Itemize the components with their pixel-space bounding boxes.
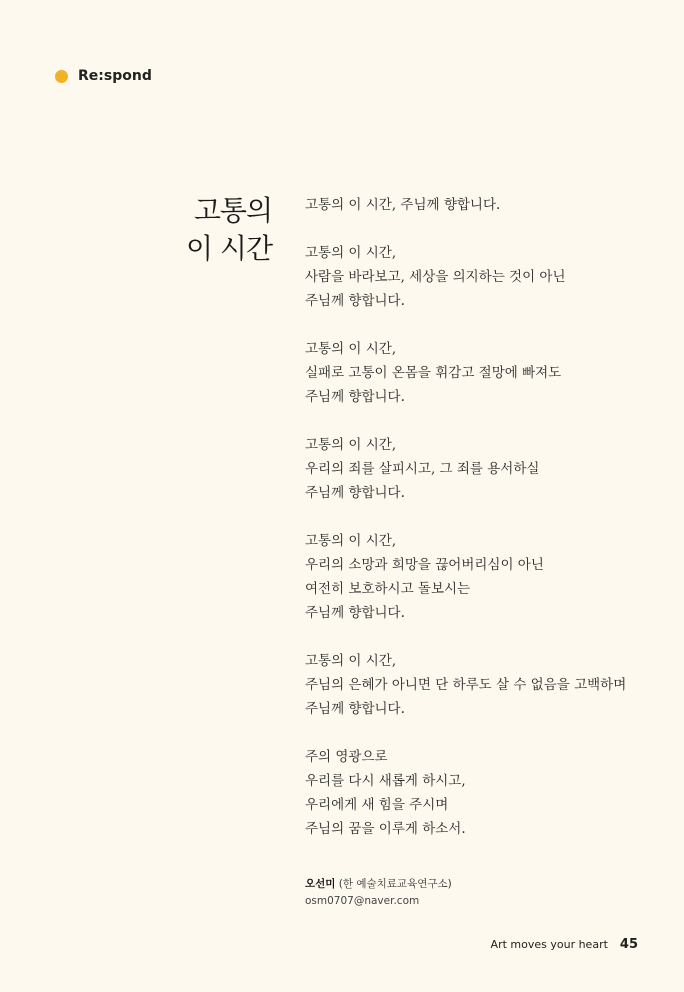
accent-dot-icon (55, 70, 68, 83)
poem-line: 주님의 은혜가 아니면 단 하루도 살 수 없음을 고백하며 (305, 677, 627, 693)
author-credit (305, 876, 452, 910)
poem-stanza (305, 649, 626, 721)
section-label: Re:spond (78, 68, 152, 84)
poem-line: 실패로 고통이 온몸을 휘감고 절망에 빠져도 (305, 365, 562, 381)
footer-tagline: Art moves your heart (490, 938, 608, 951)
poem-line: 고통의 이 시간, 주님께 향합니다. (305, 197, 501, 213)
poem-line: 주님께 향합니다. (305, 701, 405, 717)
poem-line: 고통의 이 시간, (305, 437, 397, 453)
author-name: 오선미 (305, 878, 336, 890)
poem-line: 주님께 향합니다. (305, 605, 405, 621)
poem-line: 주님께 향합니다. (305, 485, 405, 501)
title-line-1: 고통의 (193, 194, 272, 227)
poem-stanza (305, 433, 626, 505)
poem-line: 주의 영광으로 (305, 749, 388, 765)
poem-line: 주님께 향합니다. (305, 293, 405, 309)
poem-line: 고통의 이 시간, (305, 653, 397, 669)
poem-body (305, 193, 626, 865)
poem-line: 우리의 죄를 살피시고, 그 죄를 용서하실 (305, 461, 540, 477)
author-affiliation: (한 예술치료교육연구소) (338, 878, 452, 890)
poem-line: 주님의 꿈을 이루게 하소서. (305, 821, 466, 837)
poem-line: 고통의 이 시간, (305, 341, 397, 357)
poem-stanza (305, 337, 626, 409)
poem-stanza (305, 745, 626, 841)
poem-line: 사람을 바라보고, 세상을 의지하는 것이 아닌 (305, 269, 566, 285)
poem-line: 우리의 소망과 희망을 끊어버리심이 아닌 (305, 557, 544, 573)
title-line-2: 이 시간 (185, 232, 272, 265)
poem-line: 여전히 보호하시고 돌보시는 (305, 581, 471, 597)
poem-line: 우리를 다시 새롭게 하시고, (305, 773, 466, 789)
author-email: osm0707@naver.com (305, 895, 420, 907)
page-footer (491, 937, 638, 952)
page-number: 45 (619, 937, 638, 952)
poem-line: 우리에게 새 힘을 주시며 (305, 797, 449, 813)
poem-line: 고통의 이 시간, (305, 533, 397, 549)
poem-line: 고통의 이 시간, (305, 245, 397, 261)
poem-title (186, 192, 272, 268)
poem-stanza (305, 193, 626, 217)
poem-stanza (305, 241, 626, 313)
poem-stanza (305, 529, 626, 625)
section-tag (55, 68, 152, 84)
poem-line: 주님께 향합니다. (305, 389, 405, 405)
